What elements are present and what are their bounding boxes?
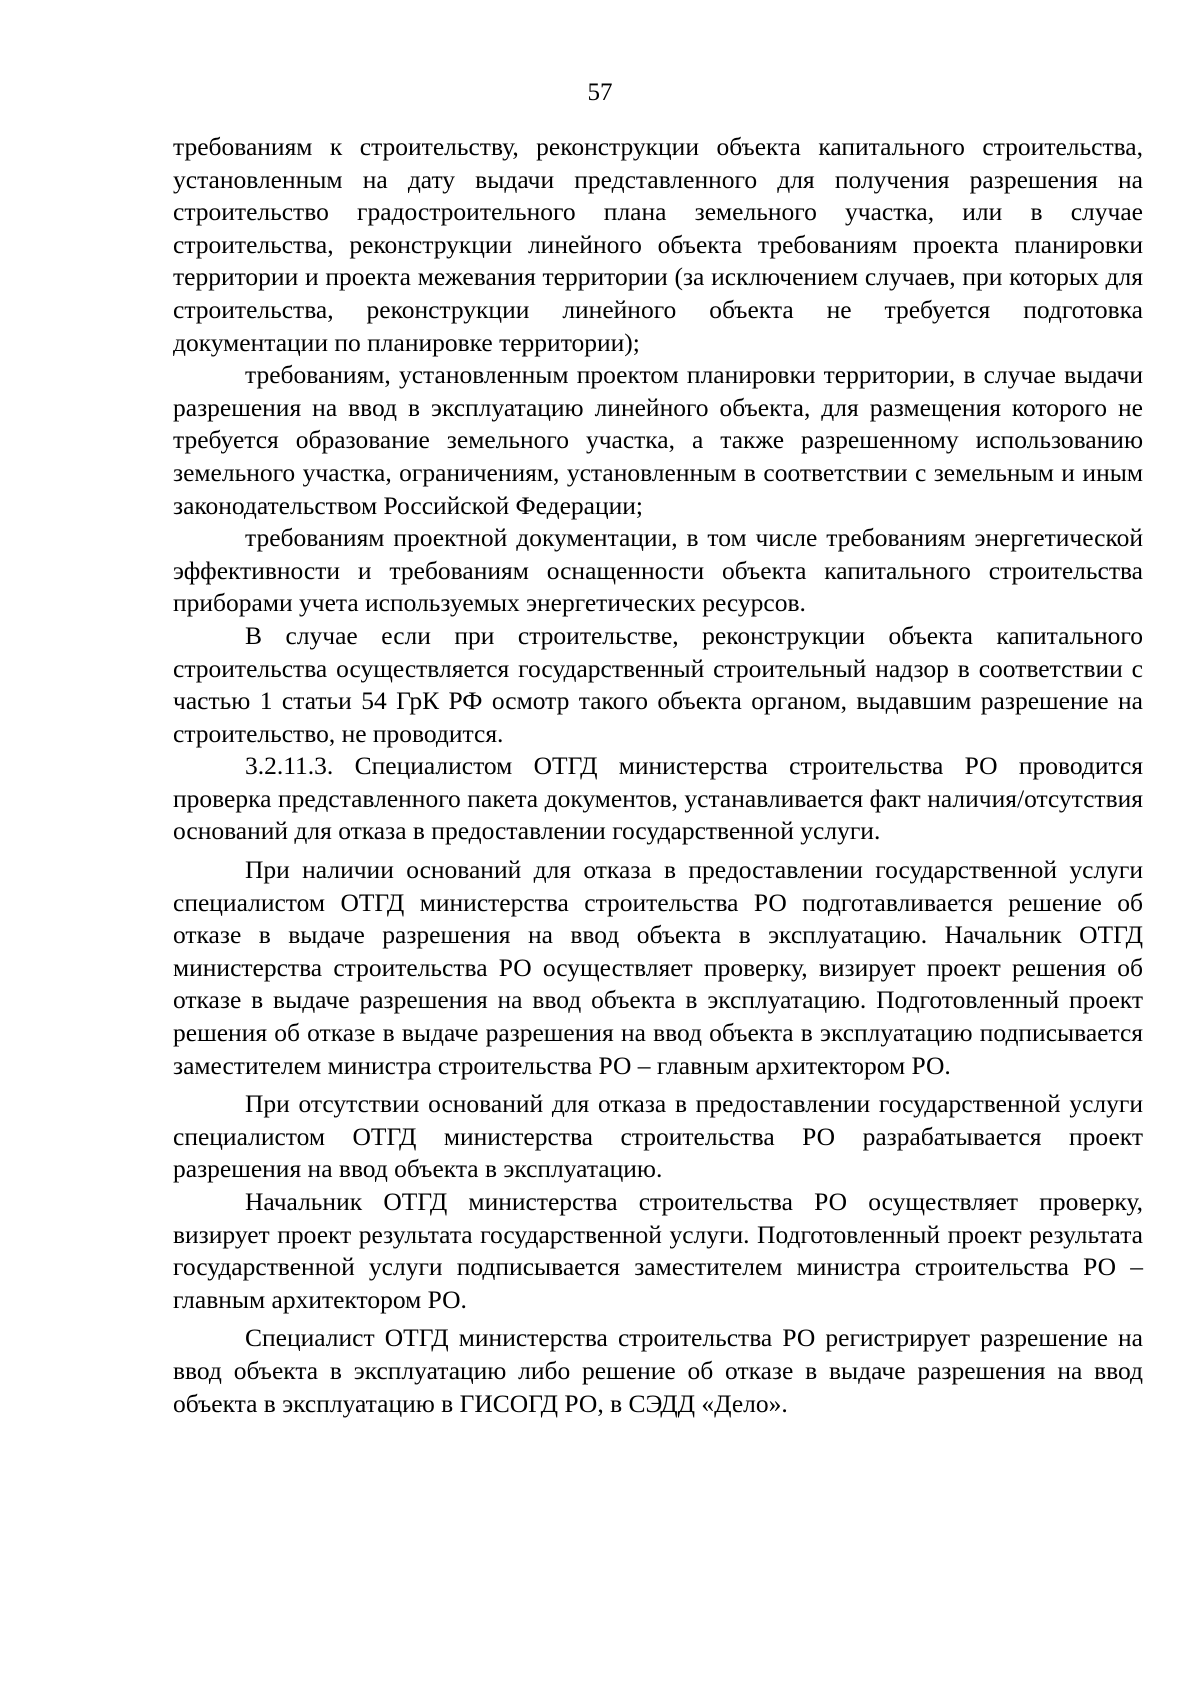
paragraph-3: требованиям проектной документации, в том числе требованиям энергетической эффективности и требованиям оснащенности объекта капитального строительства приборами учета используемых энергетических ресурсов.: [173, 523, 1143, 618]
page-number: 57: [587, 79, 613, 106]
paragraph-5: 3.2.11.3. Специалистом ОТГД министерства строительства РО проводится проверка представленного пакета документов, устанавливается факт наличия/отсутствия оснований для отказа в предоставлении государственной услуги.: [173, 751, 1143, 846]
paragraph-7: При отсутствии оснований для отказа в предоставлении государственной услуги специалистом ОТГД министерства строительства РО разрабатывается проект разрешения на ввод объекта в эксплуатацию.: [173, 1089, 1143, 1184]
paragraph-8: Начальник ОТГД министерства строительства РО осуществляет проверку, визирует проект результата государственной услуги. Подготовленный проект результата государственной услуги подписывается заместителем министра строительства РО – главным архитектором РО.: [173, 1187, 1143, 1314]
paragraph-2: требованиям, установленным проектом планировки территории, в случае выдачи разрешения на ввод в эксплуатацию линейного объекта, для размещения которого не требуется образование земельного участка, а также разрешенному использованию земельного участка, ограничениям, установленным в соответствии с земельным и иным законодательством Российской Федерации;: [173, 360, 1143, 520]
paragraph-1: требованиям к строительству, реконструкции объекта капитального строительства, установленным на дату выдачи представленного для получения разрешения на строительство градостроительного плана земельного участка, или в случае строительства, реконструкции линейного объекта требованиям проекта планировки территории и проекта межевания территории (за исключением случаев, при которых для строительства, реконструкции линейного объекта не требуется подготовка документации по планировке территории);: [173, 132, 1143, 357]
document-body: [173, 131, 1143, 1420]
paragraph-6: При наличии оснований для отказа в предоставлении государственной услуги специалистом ОТГД министерства строительства РО подготавливается решение об отказе в выдаче разрешения на ввод объекта в эксплуатацию. Начальник ОТГД министерства строительства РО осуществляет проверку, визирует проект решения об отказе в выдаче разрешения на ввод объекта в эксплуатацию. Подготовленный проект решения об отказе в выдаче разрешения на ввод объекта в эксплуатацию подписывается заместителем министра строительства РО – главным архитектором РО.: [173, 855, 1143, 1080]
paragraph-9: Специалист ОТГД министерства строительства РО регистрирует разрешение на ввод объекта в эксплуатацию либо решение об отказе в выдаче разрешения на ввод объекта в эксплуатацию в ГИСОГД РО, в СЭДД «Дело».: [173, 1323, 1143, 1418]
paragraph-4: В случае если при строительстве, реконструкции объекта капитального строительства осуществляется государственный строительный надзор в соответствии с частью 1 статьи 54 ГрК РФ осмотр такого объекта органом, выдавшим разрешение на строительство, не проводится.: [173, 620, 1143, 748]
